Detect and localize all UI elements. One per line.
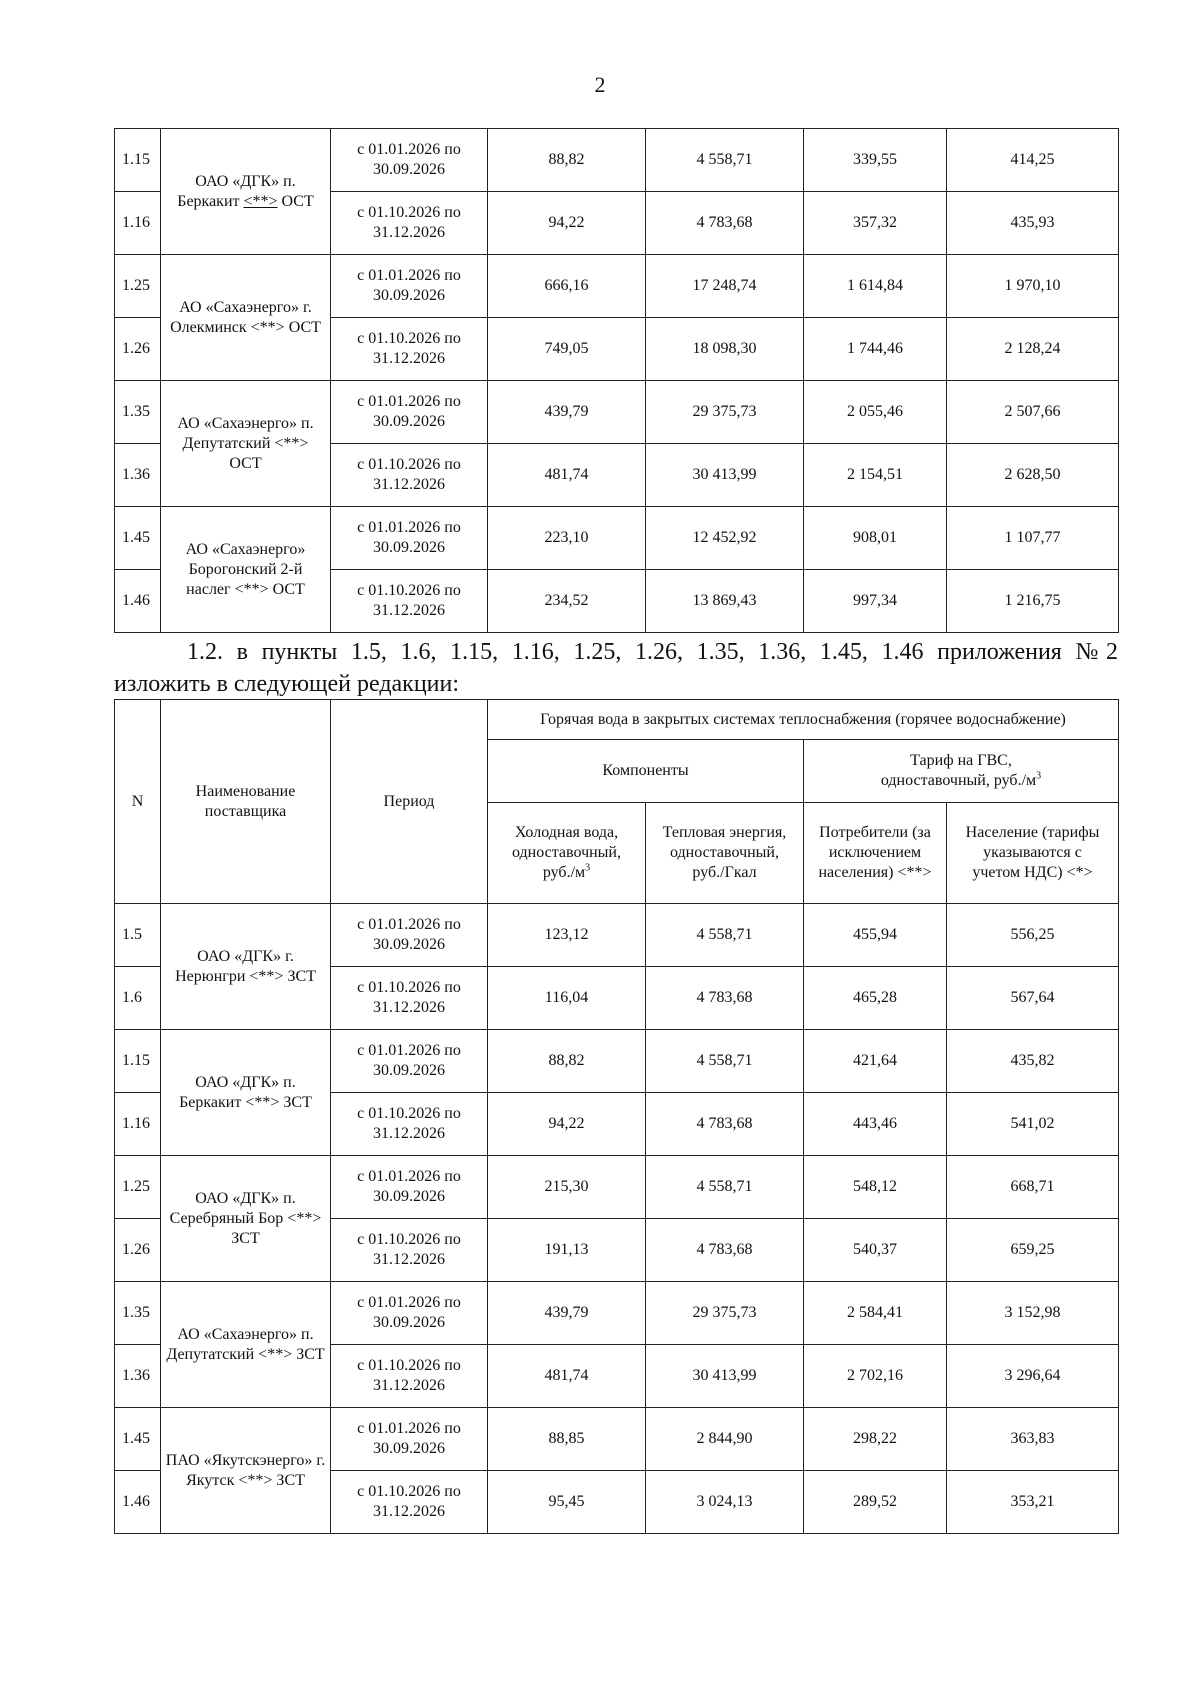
- value-consumers: 357,32: [804, 192, 947, 255]
- value-heat-energy: 12 452,92: [646, 507, 804, 570]
- supplier-name: ОАО «ДГК» п. Беркакит <**> ОСТ: [161, 129, 331, 255]
- row-number: 1.25: [115, 1156, 161, 1219]
- value-consumers: 2 584,41: [804, 1282, 947, 1345]
- supplier-name: ОАО «ДГК» п. Беркакит <**> ЗСТ: [161, 1030, 331, 1156]
- value-consumers: 2 702,16: [804, 1345, 947, 1408]
- period-cell: с 01.10.2026 по 31.12.2026: [331, 1219, 488, 1282]
- value-heat-energy: 17 248,74: [646, 255, 804, 318]
- value-heat-energy: 29 375,73: [646, 381, 804, 444]
- value-consumers: 421,64: [804, 1030, 947, 1093]
- value-heat-energy: 4 783,68: [646, 1093, 804, 1156]
- value-cold-water: 94,22: [488, 1093, 646, 1156]
- period-cell: с 01.01.2026 по 30.09.2026: [331, 904, 488, 967]
- value-population: 1 970,10: [947, 255, 1119, 318]
- header-consumers: Потребители (за исключением населения) <**>: [804, 803, 947, 904]
- period-cell: с 01.10.2026 по 31.12.2026: [331, 444, 488, 507]
- table-row: [115, 1156, 1119, 1219]
- value-cold-water: 439,79: [488, 381, 646, 444]
- value-consumers: 2 055,46: [804, 381, 947, 444]
- tariff-table-ost: [114, 128, 1119, 633]
- value-cold-water: 94,22: [488, 192, 646, 255]
- supplier-name: ПАО «Якутскэнерго» г. Якутск <**> ЗСТ: [161, 1408, 331, 1534]
- table-row: [115, 1408, 1119, 1471]
- table-row: [115, 904, 1119, 967]
- period-cell: с 01.01.2026 по 30.09.2026: [331, 1408, 488, 1471]
- period-cell: с 01.01.2026 по 30.09.2026: [331, 381, 488, 444]
- value-population: 541,02: [947, 1093, 1119, 1156]
- header-cold-water: Холодная вода, одноставочный, $руб./м^3$: [488, 803, 646, 904]
- value-population: 668,71: [947, 1156, 1119, 1219]
- value-consumers: 997,34: [804, 570, 947, 633]
- value-heat-energy: 4 783,68: [646, 1219, 804, 1282]
- value-cold-water: 88,85: [488, 1408, 646, 1471]
- value-population: 556,25: [947, 904, 1119, 967]
- value-cold-water: 234,52: [488, 570, 646, 633]
- supplier-name: ОАО «ДГК» г. Нерюнгри <**> ЗСТ: [161, 904, 331, 1030]
- row-number: 1.36: [115, 444, 161, 507]
- value-cold-water: 95,45: [488, 1471, 646, 1534]
- row-number: 1.26: [115, 318, 161, 381]
- row-number: 1.36: [115, 1345, 161, 1408]
- supplier-name: АО «Сахаэнерго» Борогонский 2-й наслег <**> ОСТ: [161, 507, 331, 633]
- value-heat-energy: 4 783,68: [646, 192, 804, 255]
- period-cell: с 01.10.2026 по 31.12.2026: [331, 967, 488, 1030]
- row-number: 1.45: [115, 1408, 161, 1471]
- value-population: 435,93: [947, 192, 1119, 255]
- row-number: 1.46: [115, 1471, 161, 1534]
- value-population: 414,25: [947, 129, 1119, 192]
- value-heat-energy: 3 024,13: [646, 1471, 804, 1534]
- header-tariff: [804, 740, 1119, 803]
- value-heat-energy: 4 558,71: [646, 129, 804, 192]
- row-number: 1.15: [115, 1030, 161, 1093]
- row-number: 1.25: [115, 255, 161, 318]
- value-cold-water: 123,12: [488, 904, 646, 967]
- header-population: Население (тарифы указываются с учетом НДС) <*>: [947, 803, 1119, 904]
- value-population: 363,83: [947, 1408, 1119, 1471]
- value-consumers: 540,37: [804, 1219, 947, 1282]
- row-number: 1.45: [115, 507, 161, 570]
- value-cold-water: 439,79: [488, 1282, 646, 1345]
- header-tariff-line1: Тариф на ГВС,: [910, 752, 1012, 769]
- table-row: [115, 255, 1119, 318]
- value-population: 1 107,77: [947, 507, 1119, 570]
- value-heat-energy: 4 783,68: [646, 967, 804, 1030]
- value-population: 1 216,75: [947, 570, 1119, 633]
- supplier-name: АО «Сахаэнерго» г. Олекминск <**> ОСТ: [161, 255, 331, 381]
- value-consumers: 1 614,84: [804, 255, 947, 318]
- paragraph-line-1: 1.2. в пункты 1.5, 1.6, 1.15, 1.16, 1.25, 1.26, 1.35, 1.36, 1.45, 1.46 приложения №2: [187, 639, 1118, 665]
- table-row: [115, 129, 1119, 192]
- period-cell: с 01.01.2026 по 30.09.2026: [331, 1156, 488, 1219]
- value-heat-energy: 18 098,30: [646, 318, 804, 381]
- supplier-name: АО «Сахаэнерго» п. Депутатский <**> ЗСТ: [161, 1282, 331, 1408]
- tariff-table-zst: [114, 699, 1119, 1534]
- value-heat-energy: 4 558,71: [646, 1030, 804, 1093]
- value-cold-water: 749,05: [488, 318, 646, 381]
- period-cell: с 01.10.2026 по 31.12.2026: [331, 570, 488, 633]
- header-components: Компоненты: [488, 740, 804, 803]
- supplier-name: ОАО «ДГК» п. Серебряный Бор <**> ЗСТ: [161, 1156, 331, 1282]
- value-population: 3 152,98: [947, 1282, 1119, 1345]
- value-consumers: 548,12: [804, 1156, 947, 1219]
- value-cold-water: 88,82: [488, 129, 646, 192]
- period-cell: с 01.01.2026 по 30.09.2026: [331, 1282, 488, 1345]
- value-heat-energy: 2 844,90: [646, 1408, 804, 1471]
- header-period: Период: [331, 700, 488, 904]
- table-row: [115, 1282, 1119, 1345]
- value-heat-energy: 4 558,71: [646, 1156, 804, 1219]
- value-cold-water: 666,16: [488, 255, 646, 318]
- value-cold-water: 223,10: [488, 507, 646, 570]
- value-cold-water: 481,74: [488, 1345, 646, 1408]
- value-cold-water: 215,30: [488, 1156, 646, 1219]
- superscript-3: 3: [1036, 770, 1042, 782]
- value-population: 2 507,66: [947, 381, 1119, 444]
- value-population: 2 628,50: [947, 444, 1119, 507]
- row-number: 1.16: [115, 192, 161, 255]
- value-heat-energy: 30 413,99: [646, 1345, 804, 1408]
- value-heat-energy: 4 558,71: [646, 904, 804, 967]
- value-population: 3 296,64: [947, 1345, 1119, 1408]
- period-cell: с 01.10.2026 по 31.12.2026: [331, 1345, 488, 1408]
- header-hot-water-group: Горячая вода в закрытых системах теплоснабжения (горячее водоснабжение): [488, 700, 1119, 740]
- value-heat-energy: 13 869,43: [646, 570, 804, 633]
- header-n: N: [115, 700, 161, 904]
- table-row: [115, 507, 1119, 570]
- period-cell: с 01.10.2026 по 31.12.2026: [331, 1093, 488, 1156]
- period-cell: с 01.10.2026 по 31.12.2026: [331, 192, 488, 255]
- period-cell: с 01.01.2026 по 30.09.2026: [331, 255, 488, 318]
- row-number: 1.35: [115, 1282, 161, 1345]
- value-cold-water: 116,04: [488, 967, 646, 1030]
- period-cell: с 01.01.2026 по 30.09.2026: [331, 1030, 488, 1093]
- value-consumers: 465,28: [804, 967, 947, 1030]
- value-population: 435,82: [947, 1030, 1119, 1093]
- header-tariff-line2: одноставочный, руб./м: [880, 772, 1037, 789]
- value-consumers: 298,22: [804, 1408, 947, 1471]
- header-supplier: Наименование поставщика: [161, 700, 331, 904]
- row-number: 1.5: [115, 904, 161, 967]
- value-cold-water: 481,74: [488, 444, 646, 507]
- value-population: 567,64: [947, 967, 1119, 1030]
- value-cold-water: 88,82: [488, 1030, 646, 1093]
- row-number: 1.16: [115, 1093, 161, 1156]
- value-cold-water: 191,13: [488, 1219, 646, 1282]
- row-number: 1.35: [115, 381, 161, 444]
- value-population: 659,25: [947, 1219, 1119, 1282]
- value-consumers: 339,55: [804, 129, 947, 192]
- paragraph-line-2: изложить в следующей редакции:: [114, 671, 460, 697]
- table-row: [115, 381, 1119, 444]
- value-consumers: 455,94: [804, 904, 947, 967]
- value-consumers: 2 154,51: [804, 444, 947, 507]
- row-number: 1.26: [115, 1219, 161, 1282]
- header-heat-energy: Тепловая энергия, одноставочный, руб./Гкал: [646, 803, 804, 904]
- row-number: 1.46: [115, 570, 161, 633]
- value-heat-energy: 29 375,73: [646, 1282, 804, 1345]
- value-population: 353,21: [947, 1471, 1119, 1534]
- supplier-name: АО «Сахаэнерго» п. Депутатский <**> ОСТ: [161, 381, 331, 507]
- value-consumers: 908,01: [804, 507, 947, 570]
- period-cell: с 01.01.2026 по 30.09.2026: [331, 129, 488, 192]
- table-row: [115, 1030, 1119, 1093]
- period-cell: с 01.10.2026 по 31.12.2026: [331, 1471, 488, 1534]
- period-cell: с 01.10.2026 по 31.12.2026: [331, 318, 488, 381]
- row-number: 1.6: [115, 967, 161, 1030]
- value-consumers: 289,52: [804, 1471, 947, 1534]
- page-number: 2: [594, 72, 606, 97]
- row-number: 1.15: [115, 129, 161, 192]
- value-heat-energy: 30 413,99: [646, 444, 804, 507]
- period-cell: с 01.01.2026 по 30.09.2026: [331, 507, 488, 570]
- value-population: 2 128,24: [947, 318, 1119, 381]
- value-consumers: 1 744,46: [804, 318, 947, 381]
- value-consumers: 443,46: [804, 1093, 947, 1156]
